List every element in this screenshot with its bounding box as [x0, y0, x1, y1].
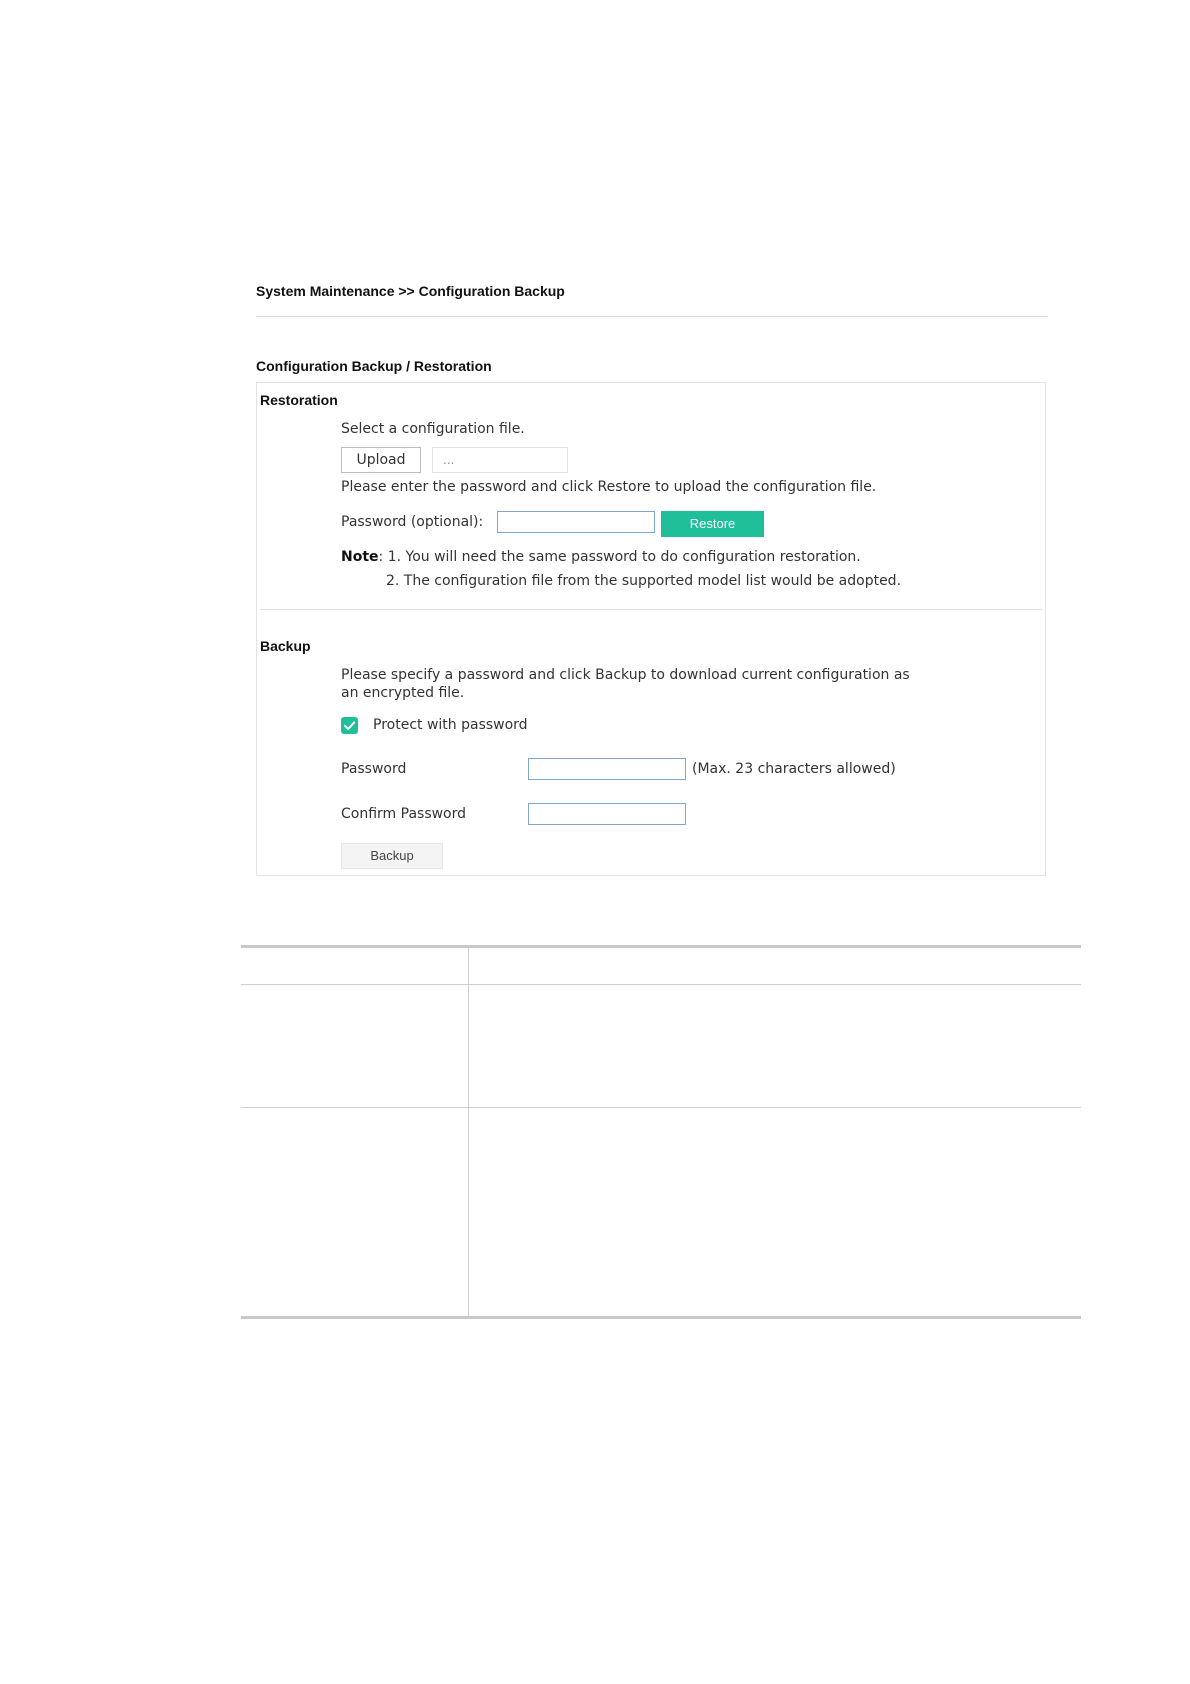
restore-password-input[interactable]: [497, 511, 655, 533]
checkmark-icon: [341, 717, 358, 734]
note-row: [341, 549, 861, 565]
confirm-password-input[interactable]: [528, 803, 686, 825]
file-name-field[interactable]: ...: [432, 447, 568, 473]
table-row-divider: [241, 984, 1081, 985]
note-1: 1. You will need the same password to do configuration restoration.: [387, 549, 861, 565]
backup-instruction-line1: Please specify a password and click Backup to download current configuration as: [341, 667, 910, 683]
backup-instruction-line2: an encrypted file.: [341, 685, 465, 701]
header-divider: [256, 316, 1048, 317]
password-max-hint: (Max. 23 characters allowed): [692, 761, 896, 777]
confirm-password-label: Confirm Password: [341, 806, 467, 822]
protect-password-checkbox[interactable]: [341, 717, 358, 734]
restore-instruction: Please enter the password and click Restore to upload the configuration file.: [341, 479, 877, 495]
section-divider: [260, 609, 1042, 610]
breadcrumb: System Maintenance >> Configuration Backup: [256, 283, 565, 299]
select-file-text: Select a configuration file.: [341, 421, 525, 437]
backup-password-input[interactable]: [528, 758, 686, 780]
backup-password-label: Password: [341, 761, 407, 777]
backup-title: Backup: [260, 638, 311, 654]
upload-button[interactable]: Upload: [341, 447, 421, 473]
table-column-divider: [468, 947, 469, 1317]
section-title: Configuration Backup / Restoration: [256, 358, 492, 374]
restore-password-label: Password (optional):: [341, 514, 484, 530]
restoration-title: Restoration: [260, 392, 338, 408]
note-colon: :: [378, 549, 388, 565]
note-label: Note: [341, 549, 379, 565]
backup-button[interactable]: Backup: [341, 843, 443, 869]
table-row-divider: [241, 1107, 1081, 1108]
table-top-border: [241, 945, 1081, 948]
protect-password-label: Protect with password: [373, 717, 528, 733]
table-bottom-border: [241, 1316, 1081, 1319]
note-2: 2. The configuration file from the supported model list would be adopted.: [386, 573, 902, 589]
restore-button[interactable]: Restore: [661, 511, 764, 537]
